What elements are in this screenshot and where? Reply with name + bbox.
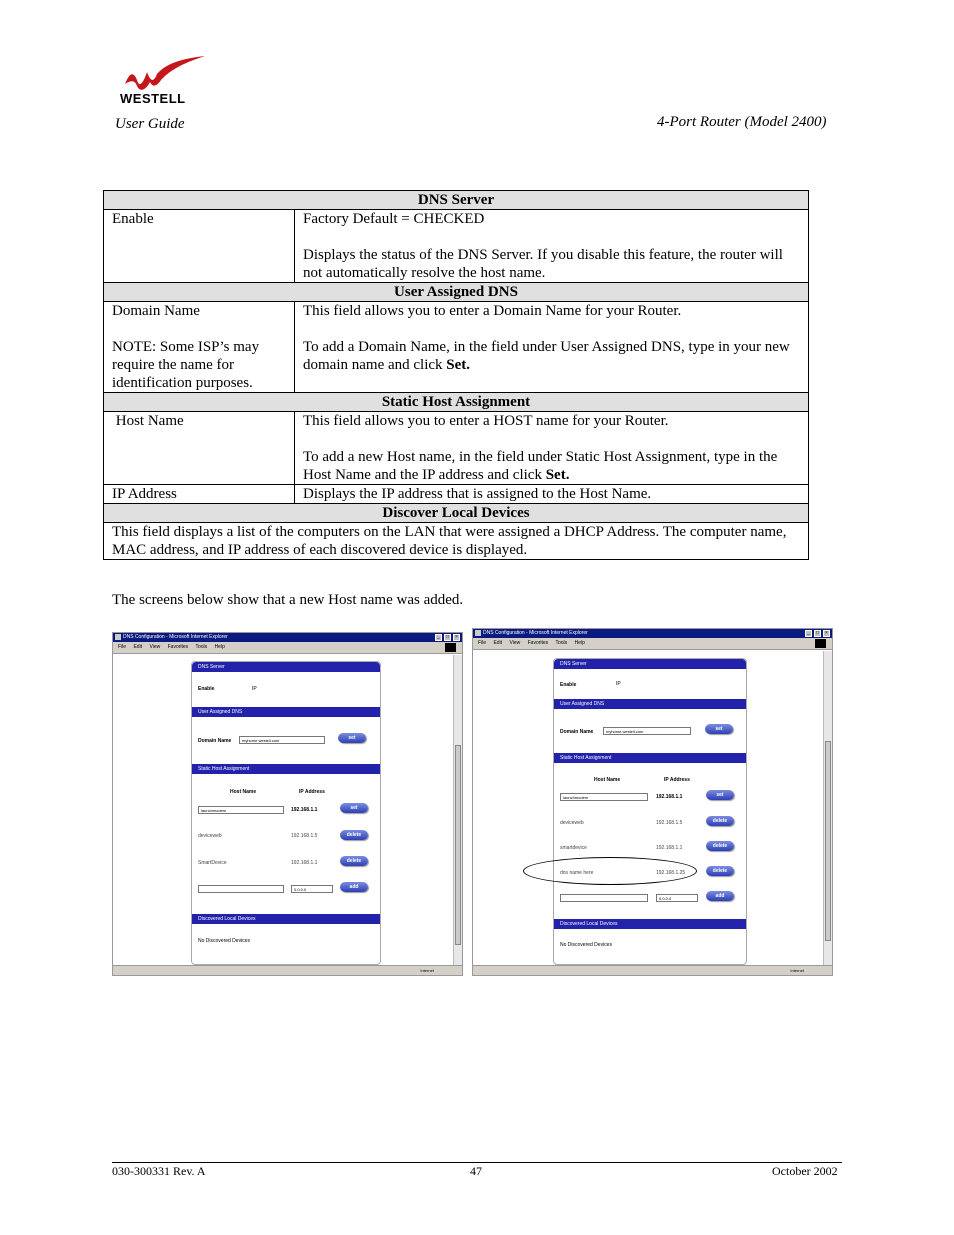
- panel-discover: Discovered Local Devices: [554, 919, 746, 929]
- screenshot-after: [472, 628, 833, 976]
- host-desc-2: To add a new Host name, in the field under Static Host Assignment, type in the Host Name and the IP address and click: [303, 449, 778, 483]
- section-dns-server: DNS Server: [104, 191, 809, 210]
- no-devices-text: No Discovered Devices: [198, 938, 250, 944]
- enable-text: Enable: [198, 686, 215, 692]
- minimize-icon[interactable]: _: [805, 630, 812, 637]
- ie-window-icon: [475, 630, 481, 636]
- host-ip-4: 192.168.1.25: [656, 870, 686, 876]
- section-user-dns: User Assigned DNS: [104, 283, 809, 302]
- menu-tools[interactable]: Tools: [555, 640, 568, 646]
- host-ip-2: 192.168.1.5: [291, 833, 318, 839]
- maximize-icon[interactable]: □: [815, 630, 820, 636]
- panel-static-host: Static Host Assignment: [192, 764, 380, 774]
- window-titlebar: [113, 633, 462, 642]
- menu-file[interactable]: File: [118, 644, 127, 650]
- host-ip-3: 192.168.1.1: [656, 845, 683, 851]
- intro-text: The screens below show that a new Host name was added.: [112, 592, 464, 608]
- status-zone: Internet: [790, 968, 804, 973]
- window-title: DNS Configuration - Microsoft Internet Explorer: [483, 630, 588, 636]
- panel-dns-server: DNS Server: [554, 659, 746, 669]
- host-ip-2: 192.168.1.5: [656, 820, 683, 826]
- status-bar: [473, 965, 832, 975]
- host-ip-1: 192.168.1.1: [656, 794, 683, 800]
- panel-user-dns: User Assigned DNS: [192, 707, 380, 717]
- dns-settings-table: [103, 190, 809, 560]
- section-discover: Discover Local Devices: [104, 504, 809, 523]
- ie-logo-icon: [445, 643, 456, 652]
- menu-help[interactable]: Help: [574, 640, 585, 646]
- ip-address-label: IP Address: [104, 485, 295, 504]
- domain-name-text: Domain Name: [560, 729, 594, 735]
- host-input-1[interactable]: launchmodem: [198, 806, 284, 814]
- section-static-host: Static Host Assignment: [104, 393, 809, 412]
- ie-window-icon: [115, 634, 121, 640]
- col-host-name: Host Name: [230, 789, 257, 795]
- footer-divider: [112, 1162, 842, 1163]
- host-name-description: [295, 412, 809, 485]
- vertical-scrollbar[interactable]: [823, 651, 832, 966]
- discover-desc: This field displays a list of the computers on the LAN that were assigned a DHCP Address. The computer name, MAC address, and IP address of each discovered device is displayed.: [104, 523, 809, 560]
- host-set-button[interactable]: set: [706, 790, 734, 800]
- host-name-3: SmartDevice: [198, 860, 227, 866]
- host-delete-button-3[interactable]: delete: [706, 841, 734, 851]
- menu-tools[interactable]: Tools: [195, 644, 208, 650]
- host-add-button[interactable]: add: [706, 891, 734, 901]
- menu-edit[interactable]: Edit: [493, 640, 503, 646]
- scroll-thumb[interactable]: [825, 741, 831, 941]
- dns-config-panel: [191, 661, 381, 965]
- host-delete-button-3[interactable]: delete: [340, 856, 368, 866]
- host-delete-button-2[interactable]: delete: [706, 816, 734, 826]
- panel-static-host: Static Host Assignment: [554, 753, 746, 763]
- menu-view[interactable]: View: [149, 644, 161, 650]
- host-name-3: smartdevice: [560, 845, 587, 851]
- enable-label: Enable: [104, 210, 295, 283]
- new-host-input[interactable]: [560, 894, 648, 902]
- highlight-ellipse: [523, 857, 697, 885]
- host-ip-1: 192.168.1.1: [291, 807, 318, 813]
- brand-name: WESTELL: [120, 91, 186, 106]
- host-name-2: deviceweb: [198, 833, 222, 839]
- status-bar: [113, 965, 462, 975]
- scroll-thumb[interactable]: [455, 745, 461, 945]
- minimize-icon[interactable]: _: [435, 634, 442, 641]
- no-devices-text: No Discovered Devices: [560, 942, 612, 948]
- host-ip-3: 192.168.1.1: [291, 860, 318, 866]
- ie-logo-icon: [815, 639, 826, 648]
- host-set-button[interactable]: set: [340, 803, 368, 813]
- col-ip-address: IP Address: [299, 789, 325, 795]
- col-ip-address: IP Address: [664, 777, 690, 783]
- domain-desc-1: This field allows you to enter a Domain Name for your Router.: [303, 303, 682, 319]
- close-icon[interactable]: ×: [823, 630, 830, 637]
- domain-set-button[interactable]: set: [338, 733, 366, 743]
- menu-bar: [473, 638, 832, 650]
- host-delete-button-2[interactable]: delete: [340, 830, 368, 840]
- menu-view[interactable]: View: [509, 640, 521, 646]
- host-desc-1: This field allows you to enter a HOST name for your Router.: [303, 413, 669, 429]
- host-desc-2-bold: Set.: [545, 467, 570, 483]
- enable-default: Factory Default = CHECKED: [303, 211, 485, 227]
- status-zone: Internet: [420, 968, 434, 973]
- col-host-name: Host Name: [594, 777, 621, 783]
- menu-file[interactable]: File: [478, 640, 487, 646]
- ip-address-desc: Displays the IP address that is assigned to the Host Name.: [295, 485, 809, 504]
- menu-favorites[interactable]: Favorites: [167, 644, 189, 650]
- enable-value: IP: [252, 686, 257, 692]
- menu-bar: [113, 642, 462, 654]
- screenshot-before: [112, 632, 463, 976]
- domain-desc-2-bold: Set.: [446, 357, 471, 373]
- host-delete-button-4[interactable]: delete: [706, 866, 734, 876]
- enable-description: [295, 210, 809, 283]
- enable-desc: Displays the status of the DNS Server. If you disable this feature, the router will not automatically resolve the host name.: [303, 247, 783, 281]
- host-name-label: Host Name: [104, 412, 295, 485]
- menu-help[interactable]: Help: [214, 644, 225, 650]
- domain-desc-2: To add a Domain Name, in the field under User Assigned DNS, type in your new domain name and click: [303, 339, 790, 373]
- host-add-button[interactable]: add: [340, 882, 368, 892]
- domain-set-button[interactable]: set: [705, 724, 733, 734]
- panel-dns-server: DNS Server: [192, 662, 380, 672]
- panel-user-dns: User Assigned DNS: [554, 699, 746, 709]
- domain-name-input[interactable]: myhome.westell.com: [603, 727, 691, 735]
- new-host-input[interactable]: [198, 885, 284, 893]
- host-input-1[interactable]: launchmodem: [560, 793, 648, 801]
- enable-text: Enable: [560, 682, 577, 688]
- window-title: DNS Configuration - Microsoft Internet Explorer: [123, 634, 228, 640]
- domain-name-label: Domain Name: [112, 303, 200, 319]
- footer-date: October 2002: [772, 1164, 838, 1178]
- domain-name-text: Domain Name: [198, 738, 232, 744]
- new-ip-input[interactable]: 0.0.0.0: [291, 885, 333, 893]
- vertical-scrollbar[interactable]: [453, 655, 462, 966]
- panel-discover: Discovered Local Devices: [192, 914, 380, 924]
- footer-doc-number: 030-300331 Rev. A: [112, 1164, 206, 1178]
- menu-favorites[interactable]: Favorites: [527, 640, 549, 646]
- host-name-4: dns name here: [560, 870, 594, 876]
- isp-note: NOTE: Some ISP’s may require the name for identification purposes.: [112, 339, 260, 391]
- header-model: 4-Port Router (Model 2400): [657, 114, 827, 130]
- new-ip-input[interactable]: 0.0.0.0: [656, 894, 698, 902]
- footer-page-number: 47: [470, 1164, 482, 1178]
- close-icon[interactable]: ×: [453, 634, 460, 641]
- domain-name-cell: [104, 302, 295, 393]
- menu-edit[interactable]: Edit: [133, 644, 143, 650]
- dns-config-panel: [553, 658, 747, 965]
- domain-name-input[interactable]: myhome.westell.com: [239, 736, 325, 744]
- domain-name-description: [295, 302, 809, 393]
- header-user-guide: User Guide: [115, 116, 185, 132]
- host-name-2: deviceweb: [560, 820, 584, 826]
- maximize-icon[interactable]: □: [445, 634, 450, 640]
- enable-value: IP: [616, 681, 621, 687]
- window-titlebar: [473, 629, 832, 638]
